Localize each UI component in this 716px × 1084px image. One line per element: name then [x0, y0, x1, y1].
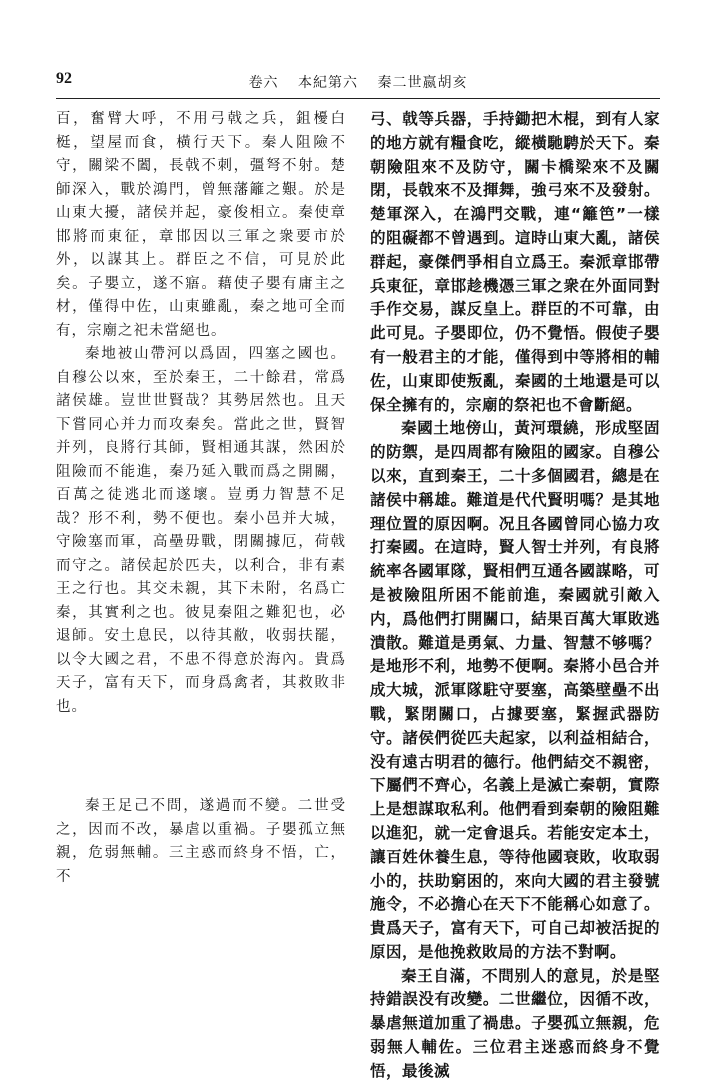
- running-head: [0, 72, 716, 92]
- classical-paragraph-1: 百，奮臂大呼，不用弓戟之兵，鉏櫌白梃，望屋而食，橫行天下。秦人阻險不守，關梁不闔，長戟不刺，彊弩不射。楚師深入，戰於鴻門，曾無藩籬之艱。於是山東大擾，諸侯并起，豪俊相立。秦使章邯將而東征，章邯因以三軍之衆要市於外，以謀其上。群臣之不信，可見於此矣。子嬰立，遂不寤。藉使子嬰有庸主之材，僅得中佐，山東雖亂，秦之地可全而有，宗廟之祀未當絕也。: [56, 111, 346, 339]
- chapter-label: 秦二世嬴胡亥: [377, 75, 468, 91]
- translation-column: [370, 108, 660, 1080]
- section-label: 本紀第六: [298, 75, 358, 91]
- paragraph-spacer: [56, 719, 346, 795]
- translation-paragraph-2: 秦國土地傍山，黃河環繞，形成堅固的防禦，是四周都有險阻的國家。自穆公以來，直到秦王，二十多個國君，總是在諸侯中稱雄。難道是代代賢明嗎？是其地理位置的原因啊。况且各國曾同心協力攻打秦國。在這時，賢人智士并列，有良將統率各國軍隊，賢相們互通各國謀略，可是被險阻所困不能前進，秦國就引敵入内，爲他們打開關口，結果百萬大軍敗逃潰散。難道是勇氣、力量、智慧不够嗎？是地形不利，地勢不便啊。秦將小邑合并成大城，派軍隊駐守要塞，高築壁壘不出戰，緊閉關口，占據要塞，緊握武器防守。諸侯們從匹夫起家，以利益相結合，没有遠古明君的德行。他們結交不親密，下屬們不齊心，名義上是滅亡秦朝，實際上是想謀取私利。他們看到秦朝的險阻難以進犯，就一定會退兵。若能安定本土，讓百姓休養生息，等待他國衰敗，收取弱小的，扶助窮困的，來向大國的君主發號施令，不必擔心在天下不能稱心如意了。貴爲天子，富有天下，可自己却被活捉的原因，是他挽救敗局的方法不對啊。: [370, 419, 660, 961]
- page-number: 92: [56, 70, 72, 87]
- classical-text-column: [56, 108, 346, 972]
- translation-paragraph-3: 秦王自滿，不問别人的意見，於是堅持錯誤没有改變。二世繼位，因循不改，暴虐無道加重了禍患。子嬰孤立無親，危弱無人輔佐。三位君主迷惑而終身不覺悟，最後滅: [370, 966, 660, 1080]
- translation-paragraph-1: 弓、戟等兵器，手持鋤把木棍，到有人家的地方就有糧食吃，縱橫馳騁於天下。秦朝險阻來不及防守，關卡橋梁來不及關閉，長戟來不及揮舞，強弓來不及發射。楚軍深入，在鴻門交戰，連“籬笆”一樣的阻礙都不曾遇到。這時山東大亂，諸侯群起，豪傑們爭相自立爲王。秦派章邯帶兵東征，章邯趁機憑三軍之衆在外面同對手作交易，謀反皇上。群臣的不可靠，由此可見。子嬰即位，仍不覺悟。假使子嬰有一般君主的才能，僅得到中等將相的輔佐，山東即使叛亂，秦國的土地還是可以保全擁有的，宗廟的祭祀也不會斷絕。: [370, 110, 660, 414]
- classical-paragraph-2: 秦地被山帶河以爲固，四塞之國也。自穆公以來，至於秦王，二十餘君，常爲諸侯雄。豈世世賢哉？其勢居然也。且天下嘗同心并力而攻秦矣。當此之世，賢智并列，良將行其師，賢相通其謀，然困於阻險而不能進，秦乃延入戰而爲之開關，百萬之徒逃北而遂壞。豈勇力智慧不足哉？形不利，勢不便也。秦小邑并大城，守險塞而軍，高壘毋戰，閉關據厄，荷戟而守之。諸侯起於匹夫，以利合，非有素王之行也。其交未親，其下未附，名爲亡秦，其實利之也。彼見秦阻之難犯也，必退師。安土息民，以待其敝，收弱扶罷，以令大國之君，不患不得意於海內。貴爲天子，富有天下，而身爲禽者，其救敗非也。: [56, 346, 346, 715]
- volume-label: 卷六: [248, 75, 279, 91]
- classical-paragraph-3: 秦王足己不問，遂過而不變。二世受之，因而不改，暴虐以重禍。子嬰孤立無親，危弱無輔。三主惑而終身不悟，亡，不: [56, 798, 346, 885]
- header-rule: [56, 98, 660, 99]
